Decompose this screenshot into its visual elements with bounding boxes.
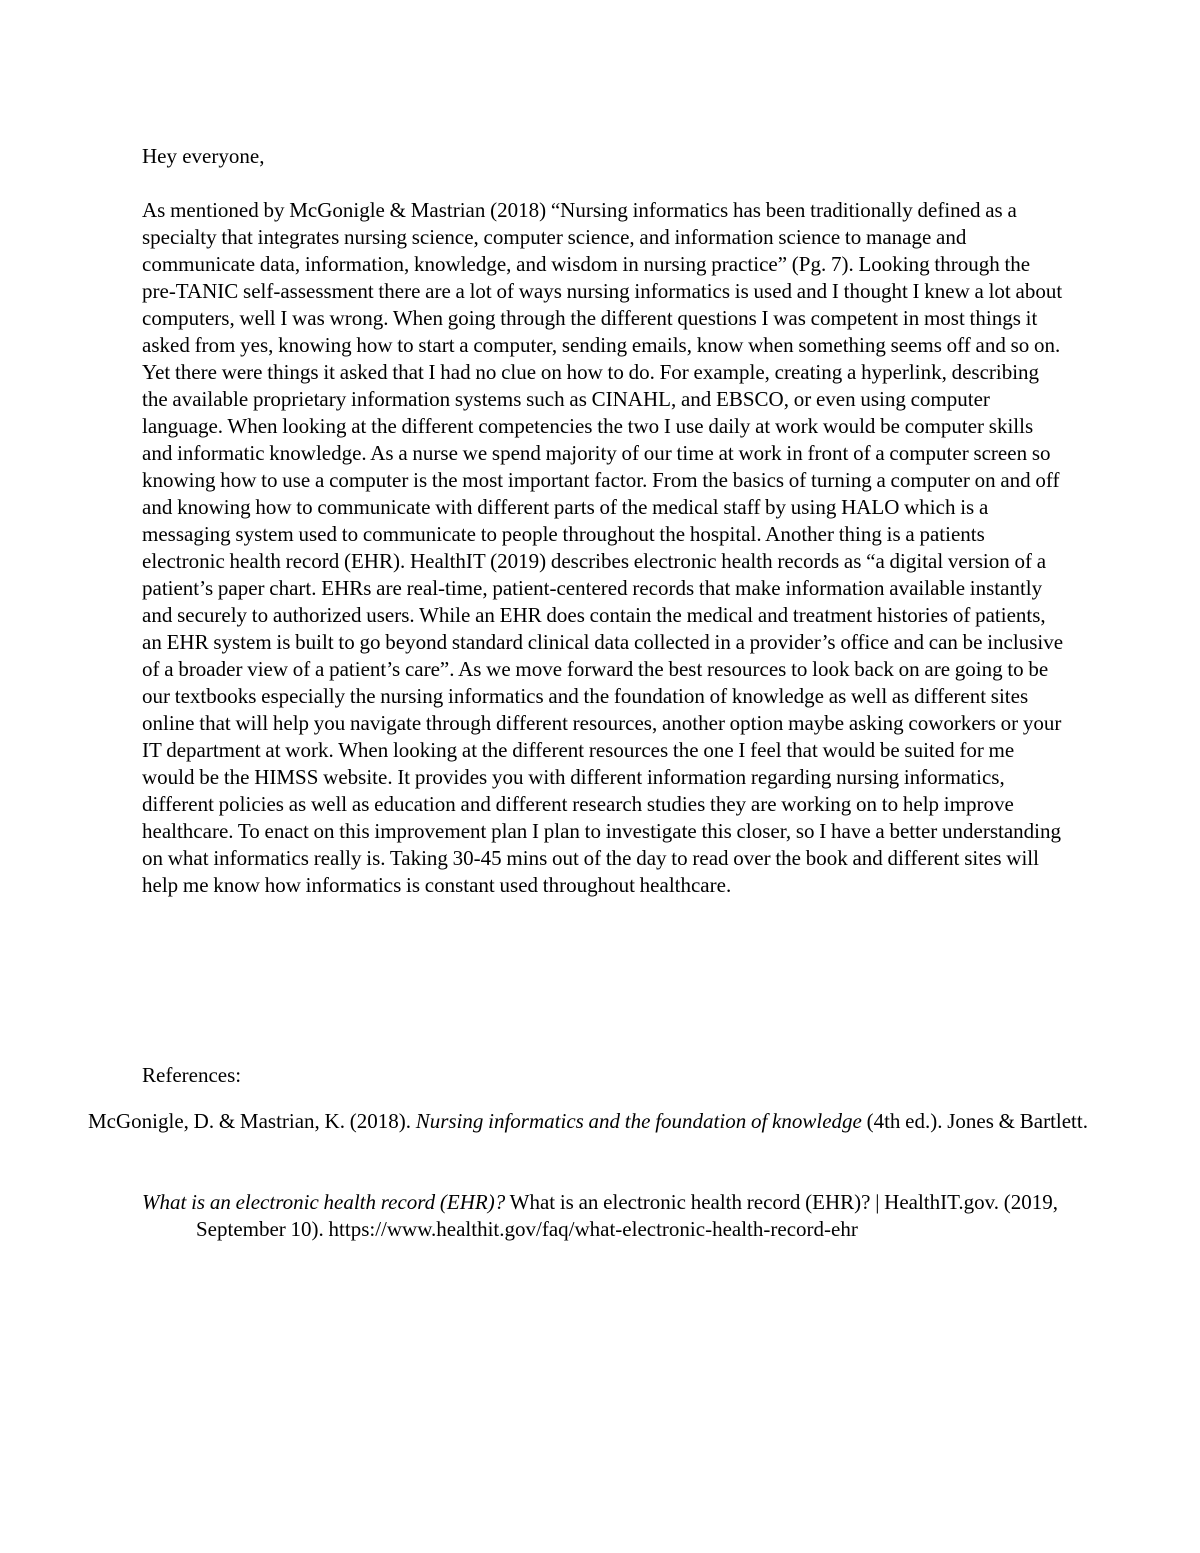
references-heading: References:: [142, 1063, 242, 1087]
body-paragraph: As mentioned by McGonigle & Mastrian (2018) “Nursing informatics has been traditionally defined as a specialty that integrates nursing science, computer science, and information science to manage and communicate data, information, knowledge, and wisdom in nursing practice” (Pg. 7). Looking through the pre-TANIC self-assessment there are a lot of ways nursing informatics is used and I thought I knew a lot about computers, well I was wrong. When going through the different questions I was competent in most things it asked from yes, knowing how to start a computer, sending emails, know when something seems off and so on. Yet there were things it asked that I had no clue on how to do. For example, creating a hyperlink, describing the available proprietary information systems such as CINAHL, and EBSCO, or even using computer language. When looking at the different competencies the two I use daily at work would be computer skills and informatic knowledge. As a nurse we spend majority of our time at work in front of a computer screen so knowing how to use a computer is the most important factor. From the basics of turning a computer on and off and knowing how to communicate with different parts of the medical staff by using HALO which is a messaging system used to communicate to people throughout the hospital. Another thing is a patients electronic health record (EHR). HealthIT (2019) describes electronic health records as “a digital version of a patient’s paper chart. EHRs are real-time, patient-centered records that make information available instantly and securely to authorized users. While an EHR does contain the medical and treatment histories of patients, an EHR system is built to go beyond standard clinical data collected in a provider’s office and can be inclusive of a broader view of a patient’s care”. As we move forward the best resources to look back on are going to be our textbooks especially the nursing informatics and the foundation of knowledge as well as different sites online that will help you navigate through different resources, another option maybe asking coworkers or your IT department at work. When looking at the different resources the one I feel that would be suited for me would be the HIMSS website. It provides you with different information regarding nursing informatics, different policies as well as education and different research studies they are working on to help improve healthcare. To enact on this improvement plan I plan to investigate this closer, so I have a better understanding on what informatics really is. Taking 30-45 mins out of the day to read over the book and different sites will help me know how informatics is constant used throughout healthcare.: [142, 198, 1064, 897]
reference-entry: [88, 1108, 1118, 1135]
reference-title: Nursing informatics and the foundation of knowledge: [415, 1109, 862, 1133]
reference-details: What is an electronic health record (EHR)? | HealthIT.gov. (2019, September 10). https://www.healthit.gov/faq/what-electronic-health-record-ehr: [196, 1190, 1059, 1241]
reference-details: (4th ed.). Jones & Bartlett.: [861, 1109, 1088, 1133]
reference-author: McGonigle, D. & Mastrian, K. (2018).: [88, 1109, 416, 1133]
reference-title: What is an electronic health record (EHR)?: [142, 1190, 506, 1214]
reference-entry: [142, 1189, 1110, 1243]
greeting: Hey everyone,: [142, 144, 265, 168]
